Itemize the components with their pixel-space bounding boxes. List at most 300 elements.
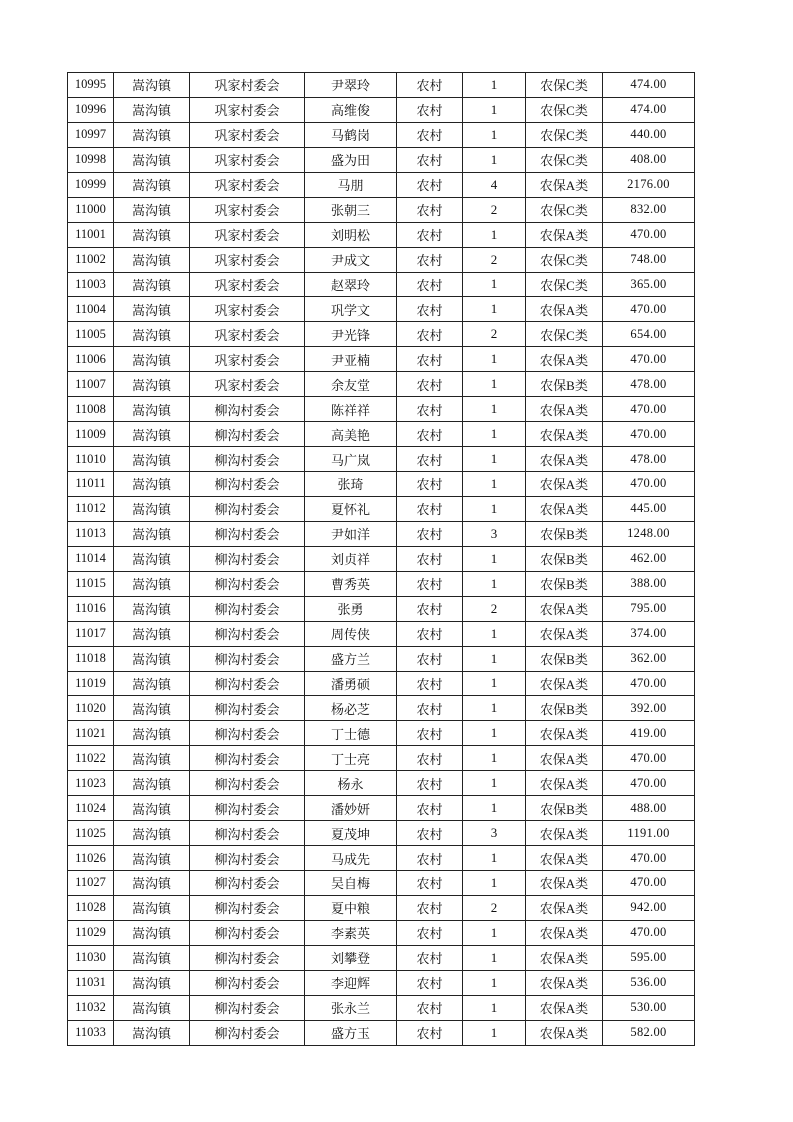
town-cell: 嵩沟镇	[114, 147, 190, 172]
town-cell: 嵩沟镇	[114, 571, 190, 596]
person-name-cell: 张琦	[305, 472, 397, 497]
insurance-category-cell: 农保A类	[526, 871, 603, 896]
row-id-cell: 11028	[68, 895, 114, 920]
row-id-cell: 11003	[68, 272, 114, 297]
household-type-cell: 农村	[397, 247, 463, 272]
town-cell: 嵩沟镇	[114, 596, 190, 621]
household-type-cell: 农村	[397, 422, 463, 447]
table-row	[68, 895, 695, 920]
household-type-cell: 农村	[397, 472, 463, 497]
household-type-cell: 农村	[397, 447, 463, 472]
insurance-category-cell: 农保A类	[526, 920, 603, 945]
person-name-cell: 盛方玉	[305, 1020, 397, 1045]
person-name-cell: 周传侠	[305, 621, 397, 646]
member-count-cell: 1	[463, 447, 526, 472]
member-count-cell: 1	[463, 546, 526, 571]
amount-cell: 388.00	[603, 571, 695, 596]
person-name-cell: 马广岚	[305, 447, 397, 472]
amount-cell: 362.00	[603, 646, 695, 671]
household-type-cell: 农村	[397, 97, 463, 122]
table-row	[68, 372, 695, 397]
insurance-category-cell: 农保A类	[526, 1020, 603, 1045]
table-row	[68, 347, 695, 372]
person-name-cell: 高美艳	[305, 422, 397, 447]
amount-cell: 470.00	[603, 347, 695, 372]
member-count-cell: 1	[463, 122, 526, 147]
person-name-cell: 张朝三	[305, 197, 397, 222]
row-id-cell: 11002	[68, 247, 114, 272]
member-count-cell: 1	[463, 372, 526, 397]
village-cell: 柳沟村委会	[190, 945, 305, 970]
table-row	[68, 172, 695, 197]
village-cell: 柳沟村委会	[190, 920, 305, 945]
person-name-cell: 李素英	[305, 920, 397, 945]
town-cell: 嵩沟镇	[114, 97, 190, 122]
town-cell: 嵩沟镇	[114, 372, 190, 397]
amount-cell: 470.00	[603, 297, 695, 322]
table-row	[68, 73, 695, 98]
village-cell: 巩家村委会	[190, 272, 305, 297]
household-type-cell: 农村	[397, 945, 463, 970]
town-cell: 嵩沟镇	[114, 796, 190, 821]
village-cell: 柳沟村委会	[190, 796, 305, 821]
row-id-cell: 11030	[68, 945, 114, 970]
row-id-cell: 11027	[68, 871, 114, 896]
table-row	[68, 771, 695, 796]
village-cell: 柳沟村委会	[190, 671, 305, 696]
member-count-cell: 4	[463, 172, 526, 197]
village-cell: 柳沟村委会	[190, 771, 305, 796]
village-cell: 巩家村委会	[190, 347, 305, 372]
household-type-cell: 农村	[397, 496, 463, 521]
insurance-category-cell: 农保B类	[526, 646, 603, 671]
town-cell: 嵩沟镇	[114, 995, 190, 1020]
allowance-table	[67, 72, 695, 1046]
person-name-cell: 马鹤岗	[305, 122, 397, 147]
person-name-cell: 张永兰	[305, 995, 397, 1020]
village-cell: 柳沟村委会	[190, 895, 305, 920]
village-cell: 巩家村委会	[190, 147, 305, 172]
person-name-cell: 盛为田	[305, 147, 397, 172]
town-cell: 嵩沟镇	[114, 247, 190, 272]
town-cell: 嵩沟镇	[114, 172, 190, 197]
table-row	[68, 272, 695, 297]
town-cell: 嵩沟镇	[114, 696, 190, 721]
village-cell: 巩家村委会	[190, 172, 305, 197]
table-row	[68, 995, 695, 1020]
village-cell: 柳沟村委会	[190, 521, 305, 546]
person-name-cell: 尹成文	[305, 247, 397, 272]
row-id-cell: 11024	[68, 796, 114, 821]
row-id-cell: 11033	[68, 1020, 114, 1045]
insurance-category-cell: 农保C类	[526, 322, 603, 347]
row-id-cell: 11014	[68, 546, 114, 571]
village-cell: 柳沟村委会	[190, 721, 305, 746]
town-cell: 嵩沟镇	[114, 422, 190, 447]
person-name-cell: 夏茂坤	[305, 821, 397, 846]
village-cell: 柳沟村委会	[190, 646, 305, 671]
row-id-cell: 11011	[68, 472, 114, 497]
person-name-cell: 尹光锋	[305, 322, 397, 347]
village-cell: 巩家村委会	[190, 73, 305, 98]
member-count-cell: 1	[463, 571, 526, 596]
insurance-category-cell: 农保A类	[526, 447, 603, 472]
table-row	[68, 197, 695, 222]
village-cell: 柳沟村委会	[190, 970, 305, 995]
insurance-category-cell: 农保A类	[526, 721, 603, 746]
row-id-cell: 10995	[68, 73, 114, 98]
town-cell: 嵩沟镇	[114, 297, 190, 322]
amount-cell: 795.00	[603, 596, 695, 621]
person-name-cell: 曹秀英	[305, 571, 397, 596]
table-row	[68, 147, 695, 172]
amount-cell: 462.00	[603, 546, 695, 571]
household-type-cell: 农村	[397, 571, 463, 596]
row-id-cell: 11023	[68, 771, 114, 796]
household-type-cell: 农村	[397, 746, 463, 771]
table-row	[68, 970, 695, 995]
village-cell: 柳沟村委会	[190, 871, 305, 896]
town-cell: 嵩沟镇	[114, 521, 190, 546]
member-count-cell: 2	[463, 322, 526, 347]
amount-cell: 408.00	[603, 147, 695, 172]
member-count-cell: 1	[463, 771, 526, 796]
amount-cell: 470.00	[603, 746, 695, 771]
amount-cell: 474.00	[603, 73, 695, 98]
household-type-cell: 农村	[397, 846, 463, 871]
insurance-category-cell: 农保A类	[526, 297, 603, 322]
table-row	[68, 521, 695, 546]
village-cell: 巩家村委会	[190, 222, 305, 247]
person-name-cell: 李迎辉	[305, 970, 397, 995]
amount-cell: 445.00	[603, 496, 695, 521]
person-name-cell: 丁士德	[305, 721, 397, 746]
insurance-category-cell: 农保A类	[526, 821, 603, 846]
household-type-cell: 农村	[397, 596, 463, 621]
amount-cell: 832.00	[603, 197, 695, 222]
member-count-cell: 1	[463, 646, 526, 671]
town-cell: 嵩沟镇	[114, 771, 190, 796]
row-id-cell: 11029	[68, 920, 114, 945]
person-name-cell: 刘贞祥	[305, 546, 397, 571]
household-type-cell: 农村	[397, 397, 463, 422]
village-cell: 柳沟村委会	[190, 447, 305, 472]
insurance-category-cell: 农保B类	[526, 521, 603, 546]
table-row	[68, 821, 695, 846]
row-id-cell: 11010	[68, 447, 114, 472]
row-id-cell: 11015	[68, 571, 114, 596]
table-row	[68, 422, 695, 447]
table-row	[68, 721, 695, 746]
household-type-cell: 农村	[397, 995, 463, 1020]
member-count-cell: 1	[463, 721, 526, 746]
member-count-cell: 2	[463, 197, 526, 222]
row-id-cell: 11032	[68, 995, 114, 1020]
row-id-cell: 11026	[68, 846, 114, 871]
row-id-cell: 11031	[68, 970, 114, 995]
insurance-category-cell: 农保B类	[526, 372, 603, 397]
amount-cell: 470.00	[603, 920, 695, 945]
town-cell: 嵩沟镇	[114, 970, 190, 995]
town-cell: 嵩沟镇	[114, 222, 190, 247]
table-row	[68, 397, 695, 422]
household-type-cell: 农村	[397, 1020, 463, 1045]
member-count-cell: 1	[463, 796, 526, 821]
amount-cell: 392.00	[603, 696, 695, 721]
village-cell: 柳沟村委会	[190, 422, 305, 447]
town-cell: 嵩沟镇	[114, 846, 190, 871]
member-count-cell: 1	[463, 496, 526, 521]
member-count-cell: 1	[463, 671, 526, 696]
amount-cell: 654.00	[603, 322, 695, 347]
town-cell: 嵩沟镇	[114, 621, 190, 646]
village-cell: 柳沟村委会	[190, 571, 305, 596]
household-type-cell: 农村	[397, 970, 463, 995]
amount-cell: 1248.00	[603, 521, 695, 546]
table-row	[68, 447, 695, 472]
person-name-cell: 高维俊	[305, 97, 397, 122]
member-count-cell: 1	[463, 297, 526, 322]
amount-cell: 470.00	[603, 397, 695, 422]
village-cell: 柳沟村委会	[190, 546, 305, 571]
household-type-cell: 农村	[397, 73, 463, 98]
member-count-cell: 1	[463, 397, 526, 422]
household-type-cell: 农村	[397, 771, 463, 796]
amount-cell: 470.00	[603, 222, 695, 247]
row-id-cell: 11020	[68, 696, 114, 721]
row-id-cell: 11005	[68, 322, 114, 347]
row-id-cell: 10998	[68, 147, 114, 172]
amount-cell: 748.00	[603, 247, 695, 272]
town-cell: 嵩沟镇	[114, 721, 190, 746]
person-name-cell: 潘妙妍	[305, 796, 397, 821]
table-row	[68, 97, 695, 122]
village-cell: 巩家村委会	[190, 372, 305, 397]
insurance-category-cell: 农保A类	[526, 347, 603, 372]
household-type-cell: 农村	[397, 147, 463, 172]
member-count-cell: 3	[463, 521, 526, 546]
insurance-category-cell: 农保A类	[526, 995, 603, 1020]
village-cell: 柳沟村委会	[190, 821, 305, 846]
person-name-cell: 杨永	[305, 771, 397, 796]
person-name-cell: 陈祥祥	[305, 397, 397, 422]
table-row	[68, 846, 695, 871]
person-name-cell: 尹翠玲	[305, 73, 397, 98]
household-type-cell: 农村	[397, 521, 463, 546]
amount-cell: 474.00	[603, 97, 695, 122]
amount-cell: 470.00	[603, 871, 695, 896]
amount-cell: 1191.00	[603, 821, 695, 846]
insurance-category-cell: 农保C类	[526, 197, 603, 222]
member-count-cell: 1	[463, 746, 526, 771]
town-cell: 嵩沟镇	[114, 895, 190, 920]
household-type-cell: 农村	[397, 546, 463, 571]
insurance-category-cell: 农保A类	[526, 746, 603, 771]
row-id-cell: 11000	[68, 197, 114, 222]
household-type-cell: 农村	[397, 796, 463, 821]
row-id-cell: 11013	[68, 521, 114, 546]
table-row	[68, 871, 695, 896]
town-cell: 嵩沟镇	[114, 746, 190, 771]
household-type-cell: 农村	[397, 821, 463, 846]
table-row	[68, 1020, 695, 1045]
member-count-cell: 2	[463, 596, 526, 621]
member-count-cell: 1	[463, 621, 526, 646]
member-count-cell: 1	[463, 1020, 526, 1045]
household-type-cell: 农村	[397, 197, 463, 222]
village-cell: 巩家村委会	[190, 122, 305, 147]
village-cell: 柳沟村委会	[190, 596, 305, 621]
town-cell: 嵩沟镇	[114, 397, 190, 422]
person-name-cell: 尹亚楠	[305, 347, 397, 372]
member-count-cell: 2	[463, 895, 526, 920]
household-type-cell: 农村	[397, 372, 463, 397]
person-name-cell: 夏中粮	[305, 895, 397, 920]
member-count-cell: 1	[463, 222, 526, 247]
person-name-cell: 潘勇硕	[305, 671, 397, 696]
table-row	[68, 322, 695, 347]
insurance-category-cell: 农保C类	[526, 147, 603, 172]
table-row	[68, 472, 695, 497]
insurance-category-cell: 农保C类	[526, 272, 603, 297]
amount-cell: 582.00	[603, 1020, 695, 1045]
village-cell: 巩家村委会	[190, 297, 305, 322]
amount-cell: 488.00	[603, 796, 695, 821]
insurance-category-cell: 农保B类	[526, 796, 603, 821]
person-name-cell: 吴自梅	[305, 871, 397, 896]
table-row	[68, 646, 695, 671]
household-type-cell: 农村	[397, 272, 463, 297]
person-name-cell: 尹如洋	[305, 521, 397, 546]
member-count-cell: 2	[463, 247, 526, 272]
insurance-category-cell: 农保A类	[526, 970, 603, 995]
insurance-category-cell: 农保C类	[526, 122, 603, 147]
member-count-cell: 1	[463, 871, 526, 896]
row-id-cell: 10999	[68, 172, 114, 197]
member-count-cell: 1	[463, 272, 526, 297]
row-id-cell: 11018	[68, 646, 114, 671]
person-name-cell: 马成先	[305, 846, 397, 871]
town-cell: 嵩沟镇	[114, 122, 190, 147]
amount-cell: 470.00	[603, 846, 695, 871]
insurance-category-cell: 农保A类	[526, 472, 603, 497]
member-count-cell: 1	[463, 347, 526, 372]
member-count-cell: 1	[463, 920, 526, 945]
table-row	[68, 920, 695, 945]
table-row	[68, 746, 695, 771]
row-id-cell: 11021	[68, 721, 114, 746]
member-count-cell: 1	[463, 945, 526, 970]
insurance-category-cell: 农保A类	[526, 496, 603, 521]
table-row	[68, 496, 695, 521]
household-type-cell: 农村	[397, 895, 463, 920]
insurance-category-cell: 农保B类	[526, 571, 603, 596]
member-count-cell: 1	[463, 73, 526, 98]
person-name-cell: 夏怀礼	[305, 496, 397, 521]
town-cell: 嵩沟镇	[114, 197, 190, 222]
row-id-cell: 11017	[68, 621, 114, 646]
town-cell: 嵩沟镇	[114, 546, 190, 571]
insurance-category-cell: 农保A类	[526, 222, 603, 247]
household-type-cell: 农村	[397, 297, 463, 322]
table-row	[68, 621, 695, 646]
row-id-cell: 11007	[68, 372, 114, 397]
row-id-cell: 10997	[68, 122, 114, 147]
table-row	[68, 222, 695, 247]
person-name-cell: 马朋	[305, 172, 397, 197]
row-id-cell: 11006	[68, 347, 114, 372]
village-cell: 柳沟村委会	[190, 472, 305, 497]
town-cell: 嵩沟镇	[114, 920, 190, 945]
town-cell: 嵩沟镇	[114, 821, 190, 846]
town-cell: 嵩沟镇	[114, 347, 190, 372]
village-cell: 柳沟村委会	[190, 397, 305, 422]
member-count-cell: 1	[463, 422, 526, 447]
amount-cell: 470.00	[603, 671, 695, 696]
table-row	[68, 671, 695, 696]
town-cell: 嵩沟镇	[114, 871, 190, 896]
row-id-cell: 11009	[68, 422, 114, 447]
person-name-cell: 余友堂	[305, 372, 397, 397]
town-cell: 嵩沟镇	[114, 73, 190, 98]
village-cell: 柳沟村委会	[190, 621, 305, 646]
member-count-cell: 3	[463, 821, 526, 846]
person-name-cell: 杨必芝	[305, 696, 397, 721]
town-cell: 嵩沟镇	[114, 945, 190, 970]
row-id-cell: 11019	[68, 671, 114, 696]
amount-cell: 470.00	[603, 472, 695, 497]
person-name-cell: 张勇	[305, 596, 397, 621]
row-id-cell: 11016	[68, 596, 114, 621]
row-id-cell: 11001	[68, 222, 114, 247]
table-row	[68, 546, 695, 571]
row-id-cell: 11025	[68, 821, 114, 846]
household-type-cell: 农村	[397, 920, 463, 945]
person-name-cell: 巩学文	[305, 297, 397, 322]
person-name-cell: 刘明松	[305, 222, 397, 247]
table-row	[68, 297, 695, 322]
village-cell: 柳沟村委会	[190, 496, 305, 521]
household-type-cell: 农村	[397, 222, 463, 247]
amount-cell: 595.00	[603, 945, 695, 970]
amount-cell: 478.00	[603, 447, 695, 472]
household-type-cell: 农村	[397, 646, 463, 671]
member-count-cell: 1	[463, 846, 526, 871]
town-cell: 嵩沟镇	[114, 496, 190, 521]
amount-cell: 470.00	[603, 422, 695, 447]
row-id-cell: 11022	[68, 746, 114, 771]
person-name-cell: 赵翠玲	[305, 272, 397, 297]
town-cell: 嵩沟镇	[114, 322, 190, 347]
village-cell: 柳沟村委会	[190, 746, 305, 771]
household-type-cell: 农村	[397, 621, 463, 646]
village-cell: 巩家村委会	[190, 97, 305, 122]
insurance-category-cell: 农保A类	[526, 895, 603, 920]
village-cell: 柳沟村委会	[190, 995, 305, 1020]
amount-cell: 419.00	[603, 721, 695, 746]
member-count-cell: 1	[463, 97, 526, 122]
insurance-category-cell: 农保A类	[526, 422, 603, 447]
table-body	[68, 73, 695, 1046]
household-type-cell: 农村	[397, 322, 463, 347]
insurance-category-cell: 农保A类	[526, 671, 603, 696]
insurance-category-cell: 农保A类	[526, 771, 603, 796]
town-cell: 嵩沟镇	[114, 472, 190, 497]
insurance-category-cell: 农保A类	[526, 621, 603, 646]
row-id-cell: 11008	[68, 397, 114, 422]
table-row	[68, 945, 695, 970]
household-type-cell: 农村	[397, 721, 463, 746]
